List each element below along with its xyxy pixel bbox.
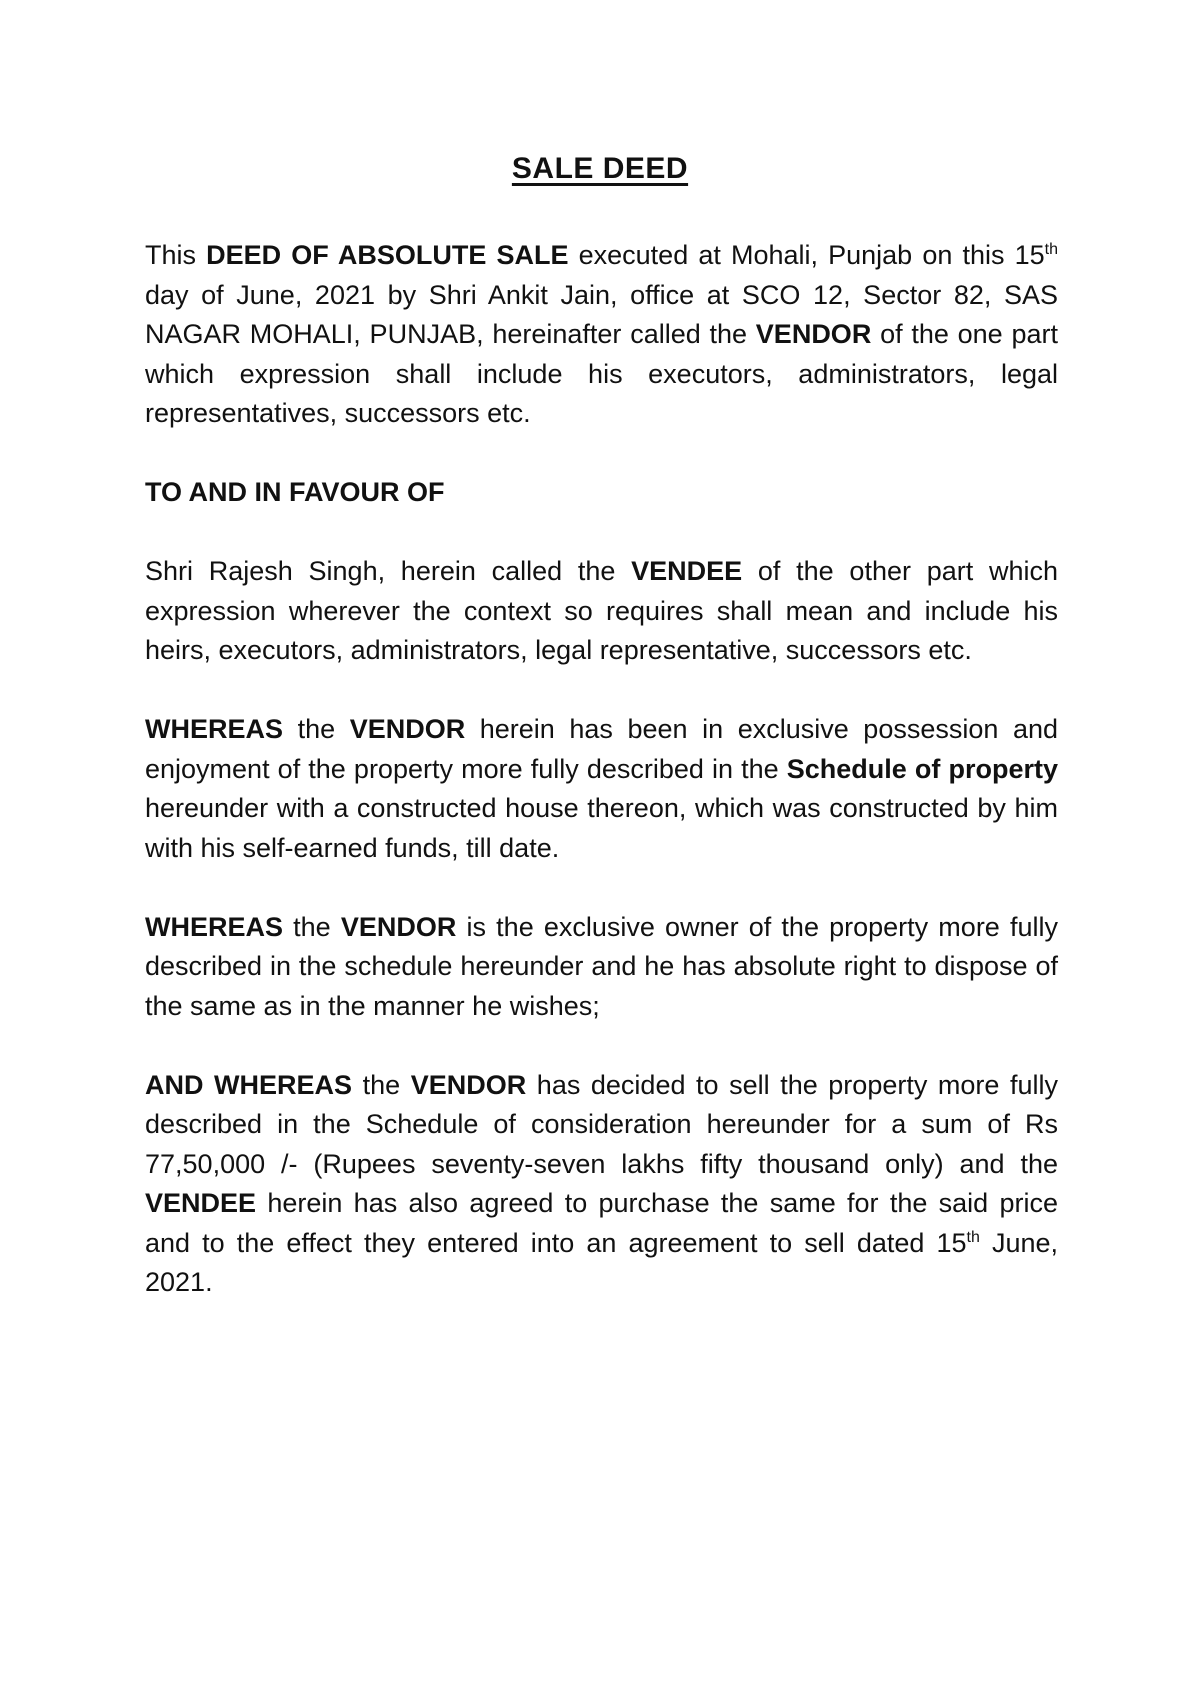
text-run: is the exclusive owner of the property more fully described in the schedule hereunder and he has absolute right to dispose of the same as in the manner he wishes; <box>145 911 1058 1021</box>
superscript: th <box>966 1228 980 1246</box>
bold-text: WHEREAS <box>145 911 284 942</box>
paragraph-vendee-intro <box>145 552 1058 671</box>
text-run: of the other part which expression wherever the context so requires shall mean and include his heirs, executors, administrators, legal representative, successors etc. <box>145 556 1058 665</box>
document-body <box>145 236 1058 1342</box>
bold-text: WHEREAS <box>145 714 284 744</box>
text-run: the <box>283 714 350 744</box>
bold-text: Schedule of property <box>786 753 1058 784</box>
text-run: executed at Mohali, Punjab on this 15 <box>568 240 1045 270</box>
document-title: SALE DEED <box>511 152 689 185</box>
text-run: the <box>283 911 341 942</box>
text-run: has decided to sell the property more fully described in the Schedule of consideration hereunder for a sum of Rs 77,50,000 /- (Rupees seventy-seven lakhs fifty thousand only) and the <box>145 1069 1058 1179</box>
paragraph-whereas-owner <box>145 908 1058 1027</box>
bold-text: AND WHEREAS <box>145 1069 353 1100</box>
bold-text: VENDEE <box>145 1188 257 1218</box>
bold-text: VENDOR <box>340 911 457 942</box>
bold-text: VENDOR <box>349 714 466 744</box>
text-run: June, 2021. <box>145 1227 1058 1297</box>
paragraph-whereas-possession <box>145 710 1058 868</box>
text-run: herein has also agreed to purchase the same for the said price and to the effect they entered into an agreement to sell dated 15 <box>145 1188 1058 1258</box>
text-run: Shri Rajesh Singh, herein called the <box>145 556 632 586</box>
text-run: herein has been in exclusive possession and enjoyment of the property more fully described in the <box>145 714 1058 784</box>
text-run: the <box>352 1069 411 1100</box>
superscript: th <box>1044 241 1058 258</box>
text-run: This <box>145 240 207 270</box>
text-run: of the one part which expression shall include his executors, administrators, legal representatives, successors etc. <box>145 319 1058 428</box>
text-run: day of June, 2021 by Shri Ankit Jain, office at SCO 12, Sector 82, SAS NAGAR MOHALI, PUNJAB, hereinafter called the <box>145 279 1058 349</box>
text-run: hereunder with a constructed house thereon, which was constructed by him with his self-earned funds, till date. <box>145 793 1058 863</box>
bold-text: VENDEE <box>631 556 743 586</box>
bold-text: DEED OF ABSOLUTE SALE <box>206 240 569 270</box>
bold-text: VENDOR <box>410 1069 527 1100</box>
section-heading: TO AND IN FAVOUR OF <box>145 477 445 507</box>
bold-text: VENDOR <box>755 319 872 349</box>
paragraph-and-whereas-sale <box>145 1066 1058 1303</box>
paragraph-vendor-intro <box>145 236 1058 434</box>
